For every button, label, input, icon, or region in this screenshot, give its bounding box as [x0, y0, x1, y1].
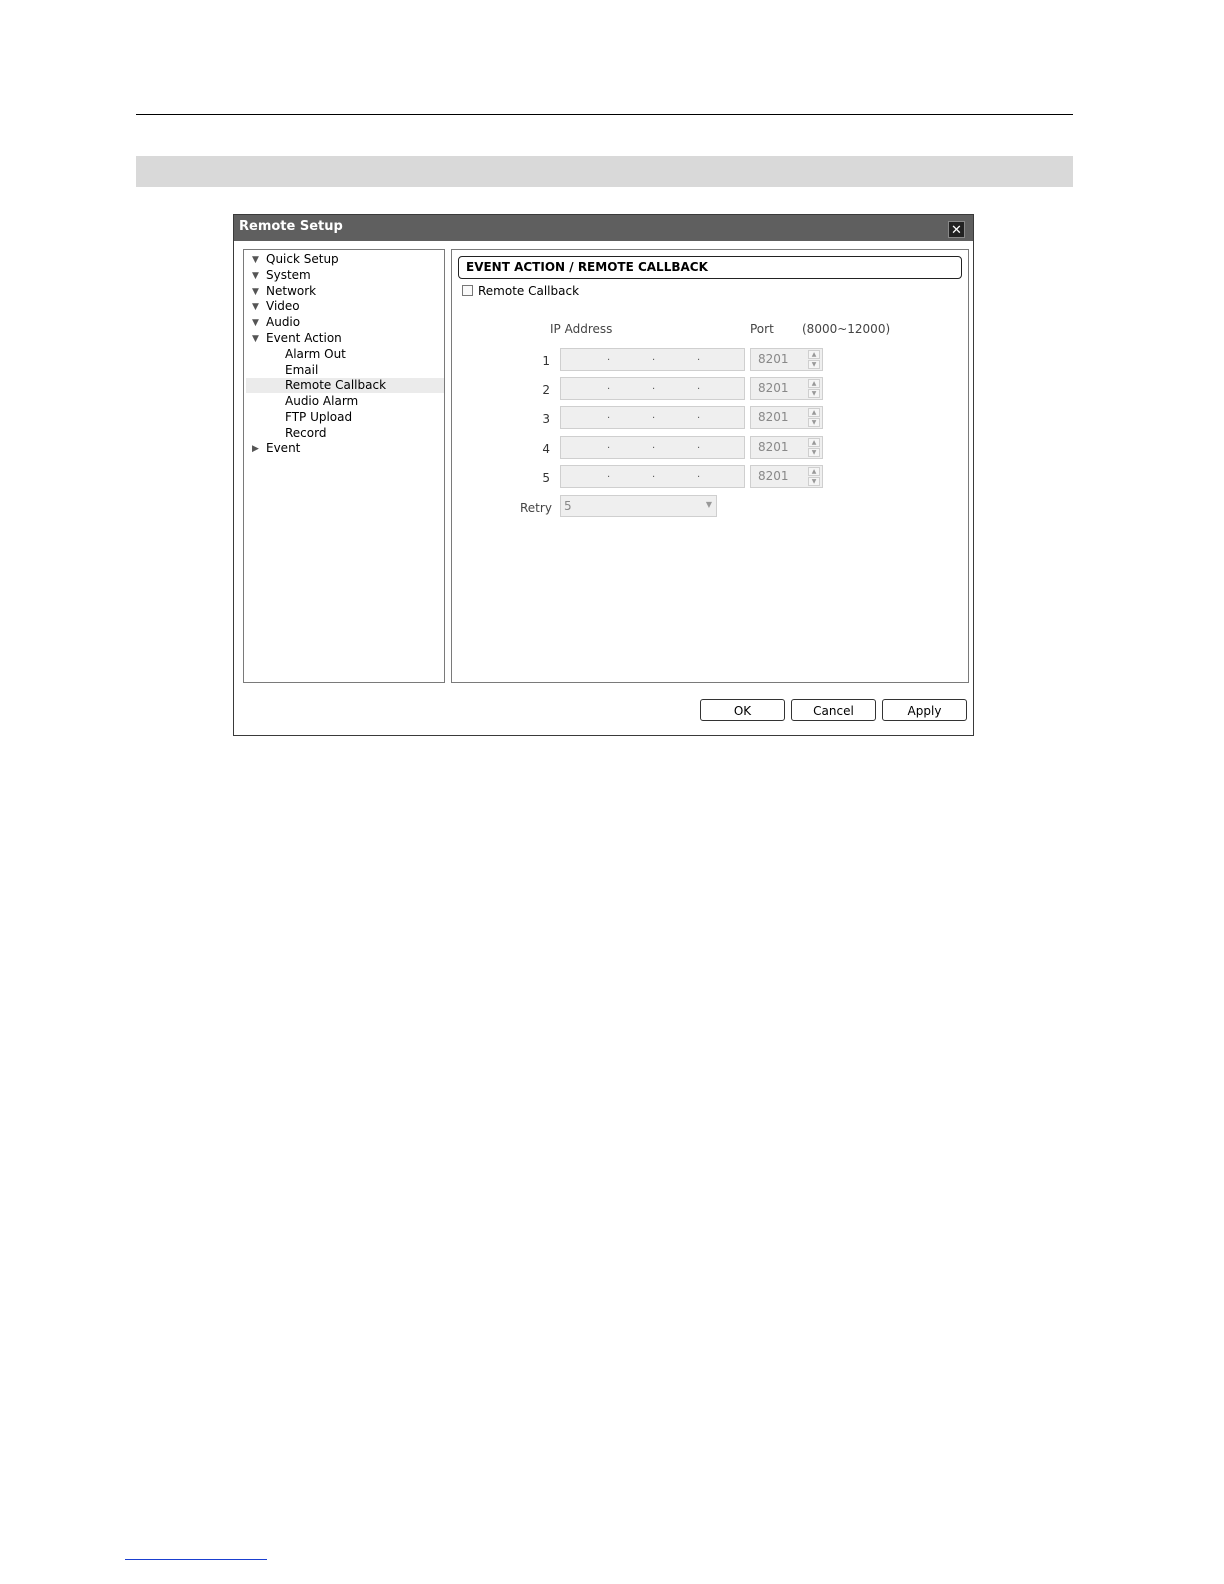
tree-subitem-alarm-out[interactable] — [285, 347, 346, 362]
dialog-title: Remote Setup — [239, 219, 343, 234]
port-spinner[interactable] — [808, 438, 821, 457]
settings-tree — [243, 249, 445, 683]
tree-subitem-audio-alarm[interactable] — [285, 394, 358, 409]
tree-item-label: Network — [266, 284, 317, 298]
tree-subitem-record[interactable] — [285, 426, 326, 441]
port-field[interactable] — [750, 465, 823, 488]
ip-address-field[interactable]: · · · — [560, 406, 745, 429]
port-value: 8201 — [758, 410, 789, 424]
port-field[interactable] — [750, 436, 823, 459]
tree-item-label: Event Action — [266, 331, 342, 345]
expanded-arrow-icon: ▼ — [252, 334, 259, 344]
spin-down-icon[interactable]: ▼ — [808, 389, 820, 398]
port-spinner[interactable] — [808, 350, 821, 369]
tree-item-label: Event — [266, 441, 301, 455]
tree-subitem-ftp-upload[interactable] — [285, 410, 352, 425]
tree-subitem-label: Remote Callback — [285, 378, 387, 392]
tree-item-label: Audio — [266, 315, 301, 329]
ok-button[interactable]: OK — [700, 699, 785, 721]
chevron-down-icon: ▼ — [705, 500, 712, 509]
spin-up-icon[interactable]: ▲ — [808, 438, 820, 447]
port-spinner[interactable] — [808, 408, 821, 427]
port-field[interactable] — [750, 406, 823, 429]
row-number: 4 — [542, 442, 550, 456]
section-header: EVENT ACTION / REMOTE CALLBACK — [458, 256, 962, 279]
port-spinner[interactable] — [808, 467, 821, 486]
expanded-arrow-icon: ▼ — [252, 302, 259, 312]
section-band — [136, 156, 1073, 187]
expanded-arrow-icon: ▼ — [252, 287, 259, 297]
retry-select[interactable] — [560, 495, 717, 517]
port-value: 8201 — [758, 440, 789, 454]
tree-subitem-label: Email — [285, 363, 319, 377]
close-icon[interactable]: ✕ — [948, 221, 965, 238]
port-value: 8201 — [758, 469, 789, 483]
ip-address-field[interactable]: · · · — [560, 465, 745, 488]
remote-callback-checkbox[interactable] — [462, 285, 473, 296]
collapsed-arrow-icon: ▶ — [252, 444, 259, 454]
row-number: 2 — [542, 383, 550, 397]
tree-item-label: Video — [266, 299, 300, 313]
tree-subitem-label: Audio Alarm — [285, 394, 359, 408]
apply-button[interactable]: Apply — [882, 699, 967, 721]
row-number: 3 — [542, 412, 550, 426]
spin-down-icon[interactable]: ▼ — [808, 448, 820, 457]
spin-down-icon[interactable]: ▼ — [808, 418, 820, 427]
row-number: 1 — [542, 354, 550, 368]
ip-address-header: IP Address — [550, 322, 613, 336]
tree-subitem-remote-callback[interactable] — [246, 378, 444, 393]
expanded-arrow-icon: ▼ — [252, 318, 259, 328]
retry-label: Retry — [520, 501, 552, 515]
expanded-arrow-icon: ▼ — [252, 255, 259, 265]
port-spinner[interactable] — [808, 379, 821, 398]
dialog-titlebar[interactable] — [234, 215, 973, 241]
ip-address-field[interactable]: · · · — [560, 348, 745, 371]
page-top-rule — [136, 114, 1073, 115]
spin-up-icon[interactable]: ▲ — [808, 379, 820, 388]
ip-address-field[interactable]: · · · — [560, 377, 745, 400]
spin-down-icon[interactable]: ▼ — [808, 360, 820, 369]
footer-link-rule — [125, 1559, 267, 1560]
tree-subitem-label: Alarm Out — [285, 347, 346, 361]
tree-item-label: System — [266, 268, 311, 282]
port-value: 8201 — [758, 352, 789, 366]
spin-up-icon[interactable]: ▲ — [808, 408, 820, 417]
port-field[interactable] — [750, 377, 823, 400]
port-value: 8201 — [758, 381, 789, 395]
port-header: Port — [750, 322, 774, 336]
port-range-label: (8000~12000) — [802, 322, 891, 336]
content-panel — [451, 249, 969, 683]
remote-callback-label: Remote Callback — [478, 284, 580, 298]
tree-subitem-label: Record — [285, 426, 327, 440]
spin-up-icon[interactable]: ▲ — [808, 467, 820, 476]
cancel-button[interactable]: Cancel — [791, 699, 876, 721]
expanded-arrow-icon: ▼ — [252, 271, 259, 281]
tree-subitem-label: FTP Upload — [285, 410, 353, 424]
remote-setup-dialog — [233, 214, 974, 736]
row-number: 5 — [542, 471, 550, 485]
port-field[interactable] — [750, 348, 823, 371]
ip-address-field[interactable]: · · · — [560, 436, 745, 459]
spin-down-icon[interactable]: ▼ — [808, 477, 820, 486]
tree-subitem-email[interactable] — [285, 363, 318, 378]
retry-value: 5 — [564, 499, 572, 513]
spin-up-icon[interactable]: ▲ — [808, 350, 820, 359]
tree-item-label: Quick Setup — [266, 252, 339, 266]
